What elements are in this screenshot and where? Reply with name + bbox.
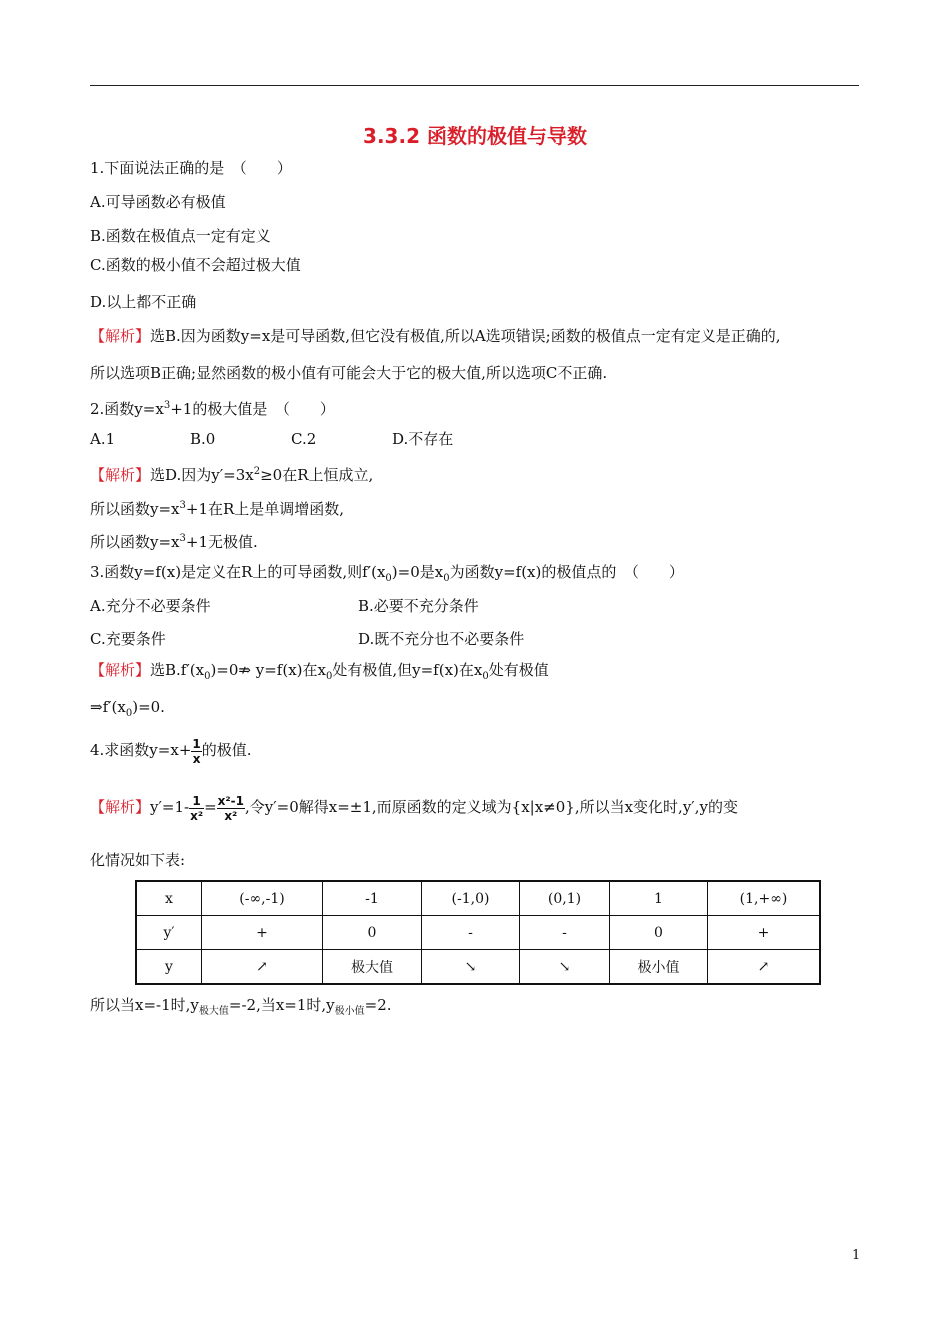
- q3-option-a: A.充分不必要条件: [90, 597, 211, 615]
- q4-conclusion-text-end: =2.: [364, 996, 392, 1014]
- table-cell: 0: [610, 916, 708, 950]
- q3-solution-subscript2: 0: [326, 671, 333, 682]
- table-cell: ↗: [708, 950, 821, 985]
- q2-solution3-exponent: 3: [179, 533, 186, 544]
- variation-table: [135, 880, 821, 985]
- q2-option-d: D.不存在: [392, 430, 454, 448]
- fraction-numerator: 1: [192, 736, 201, 751]
- fraction-numerator: 1: [189, 794, 204, 809]
- table-cell: y′: [136, 916, 202, 950]
- table-cell: 0: [323, 916, 422, 950]
- q3-solution-text-b: )=0: [210, 661, 239, 679]
- q3-solution-line1: [90, 660, 549, 687]
- fraction-one-over-x-squared: [189, 794, 204, 823]
- q2-solution2-text-end: +1在R上是单调增函数,: [185, 500, 345, 518]
- q3-stem-subscript: 0: [385, 573, 392, 584]
- page-number: 1: [852, 1248, 861, 1263]
- q4-stem-text-end: 的极值.: [201, 741, 252, 759]
- q4-conclusion-text: 所以当x=-1时,y: [90, 996, 199, 1014]
- table-cell: y: [136, 950, 202, 985]
- q4-conclusion-text-mid: =-2,当x=1时,y: [228, 996, 335, 1014]
- table-cell: +: [202, 916, 323, 950]
- q4-solution-line1: [90, 790, 738, 824]
- q3-option-d: D.既不充分也不必要条件: [358, 630, 525, 648]
- q4-stem-text: 4.求函数y=x+: [90, 741, 192, 759]
- table-cell: (1,+∞): [708, 881, 821, 916]
- fraction-denominator: x²: [190, 808, 204, 823]
- q1-stem: 1.下面说法正确的是 （ ）: [90, 159, 292, 177]
- table-cell: 极大值: [323, 950, 422, 985]
- q4-conclusion: [90, 995, 392, 1022]
- solution-tag: 【解析】: [90, 327, 151, 345]
- q2-solution-exponent: 2: [253, 466, 261, 477]
- fraction-denominator: x: [192, 751, 201, 766]
- q3-solution-text-e: 处有极值: [488, 661, 549, 679]
- q4-solution-line2: 化情况如下表:: [90, 851, 186, 869]
- q1-option-d: D.以上都不正确: [90, 293, 197, 311]
- q2-solution2-text: 所以函数y=x: [90, 500, 180, 518]
- q2-solution-text: 选D.因为y′=3x: [150, 466, 254, 484]
- q2-solution2-exponent: 3: [179, 500, 186, 511]
- solution-tag: 【解析】: [90, 661, 151, 679]
- equals-sign: =: [204, 798, 217, 816]
- q4-solution-text: y′=1-: [150, 798, 190, 816]
- table-cell: ↘: [422, 950, 520, 985]
- q2-option-c: C.2: [291, 430, 317, 448]
- q1-solution-text: 选B.因为函数y=x是可导函数,但它没有极值,所以A选项错误;函数的极值点一定有定义是正确的,: [150, 327, 781, 345]
- q4-stem: [90, 733, 252, 767]
- q3-option-c: C.充要条件: [90, 630, 166, 648]
- table-cell: (0,1): [520, 881, 610, 916]
- q3-solution-subscript3: 0: [482, 671, 489, 682]
- q2-solution-line3: [90, 529, 258, 552]
- q3-stem-text: 3.函数y=f(x)是定义在R上的可导函数,则f′(x: [90, 563, 386, 581]
- q1-solution-line1: [90, 326, 781, 346]
- fraction-denominator: x²: [224, 808, 238, 823]
- q4-solution-text-end: ,令y′=0解得x=±1,而原函数的定义域为{x|x≠0},所以当x变化时,y′,y的变: [244, 798, 738, 816]
- fraction-one-over-x: [191, 737, 201, 766]
- q1-option-a: A.可导函数必有极值: [90, 193, 226, 211]
- fraction-numerator: x²-1: [217, 793, 244, 808]
- q3-solution-text-d: 处有极值,但y=f(x)在x: [332, 661, 483, 679]
- q3-stem-text-mid: )=0是x: [391, 563, 444, 581]
- q2-solution3-text: 所以函数y=x: [90, 533, 180, 551]
- page-title: 3.3.2 函数的极值与导数: [363, 124, 587, 148]
- q3-stem-subscript2: 0: [443, 573, 450, 584]
- table-row-x: [136, 881, 820, 916]
- q3-solution-subscript: 0: [204, 671, 211, 682]
- q2-option-a: A.1: [90, 430, 116, 448]
- min-value-subscript: 极小值: [334, 1006, 365, 1017]
- table-cell: ↘: [520, 950, 610, 985]
- table-cell: -1: [323, 881, 422, 916]
- q2-solution3-text-end: +1无极值.: [185, 533, 258, 551]
- q2-solution-line1: [90, 462, 373, 485]
- q3-stem: [90, 562, 684, 589]
- q1-option-b: B.函数在极值点一定有定义: [90, 227, 271, 245]
- q2-solution-text-end: ≥0在R上恒成立,: [260, 466, 374, 484]
- q3-solution-text: 选B.f′(x: [150, 661, 205, 679]
- table-row-y: [136, 950, 820, 985]
- table-cell: +: [708, 916, 821, 950]
- q3-stem-text-end: 为函数y=f(x)的极值点的 （ ）: [449, 563, 684, 581]
- table-cell: 极小值: [610, 950, 708, 985]
- q3-solution2-text: ⇒f′(x: [90, 698, 126, 716]
- q1-solution-line2: 所以选项B正确;显然函数的极小值有可能会大于它的极大值,所以选项C不正确.: [90, 364, 608, 382]
- fraction-x2-minus-1-over-x2: [217, 794, 245, 823]
- q2-stem-text: 2.函数y=x: [90, 400, 164, 418]
- table-cell: (-∞,-1): [202, 881, 323, 916]
- q3-solution-line2: [90, 697, 165, 724]
- table-row-derivative: [136, 916, 820, 950]
- q2-solution-line2: [90, 496, 344, 519]
- q3-solution2-text-end: )=0.: [132, 698, 165, 716]
- q1-option-c: C.函数的极小值不会超过极大值: [90, 256, 301, 274]
- q3-solution-text-c: y=f(x)在x: [251, 661, 326, 679]
- q2-stem: [90, 396, 335, 419]
- table-cell: (-1,0): [422, 881, 520, 916]
- table-cell: -: [520, 916, 610, 950]
- table-cell: -: [422, 916, 520, 950]
- header-rule: [90, 85, 859, 86]
- q3-solution2-subscript: 0: [125, 708, 133, 719]
- table-cell: 1: [610, 881, 708, 916]
- table-cell: x: [136, 881, 202, 916]
- max-value-subscript: 极大值: [198, 1006, 229, 1017]
- table-cell: ↗: [202, 950, 323, 985]
- q2-option-b: B.0: [190, 430, 216, 448]
- q2-stem-text-end: +1的极大值是 （ ）: [170, 400, 335, 418]
- q3-option-b: B.必要不充分条件: [358, 597, 479, 615]
- q2-stem-exponent: 3: [163, 400, 171, 411]
- solution-tag: 【解析】: [90, 466, 151, 484]
- solution-tag: 【解析】: [90, 798, 151, 816]
- not-implies-symbol: ⇏: [238, 661, 251, 679]
